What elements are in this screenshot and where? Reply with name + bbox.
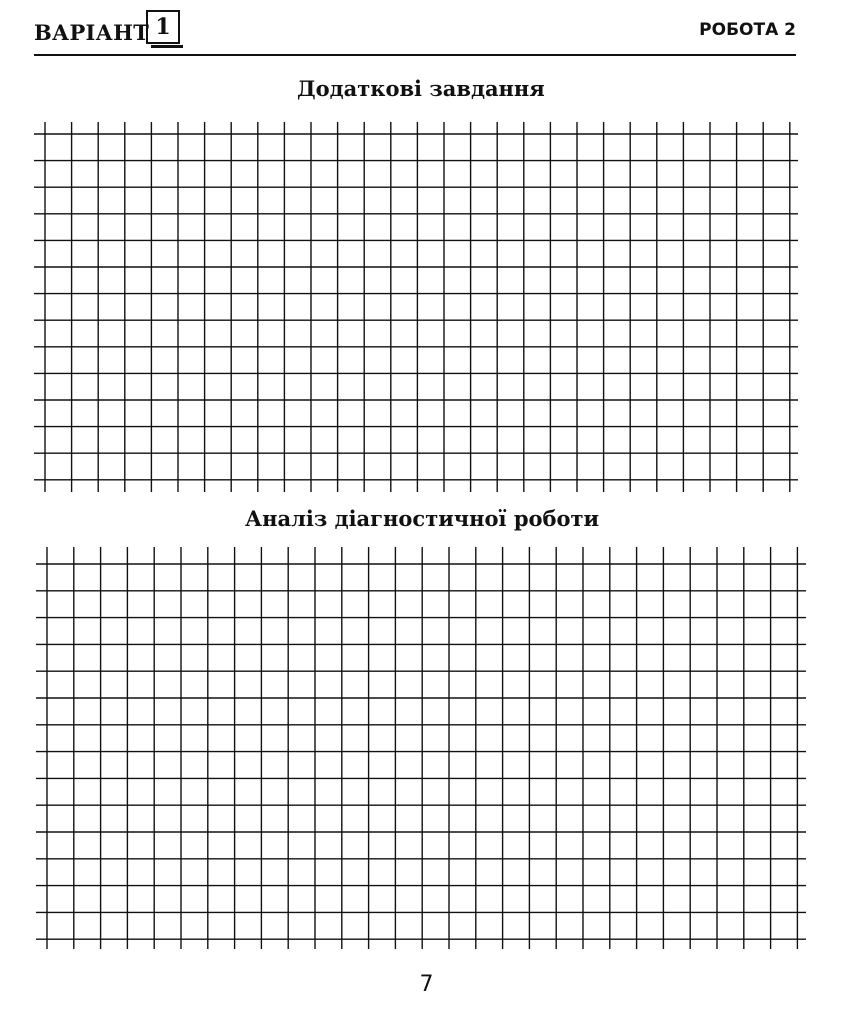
page-header — [34, 10, 796, 54]
grid-analysis — [36, 547, 806, 949]
variant-label: ВАРІАНТ — [34, 20, 150, 45]
section-title-additional-tasks: Додаткові завдання — [297, 76, 545, 101]
header-divider — [34, 54, 796, 56]
section-title-analysis: Аналіз діагностичної роботи — [245, 506, 600, 531]
variant-number-box: 1 — [146, 10, 180, 44]
page-number: 7 — [419, 972, 434, 997]
work-label: РОБОТА 2 — [699, 20, 796, 40]
grid-additional-tasks — [34, 122, 798, 492]
